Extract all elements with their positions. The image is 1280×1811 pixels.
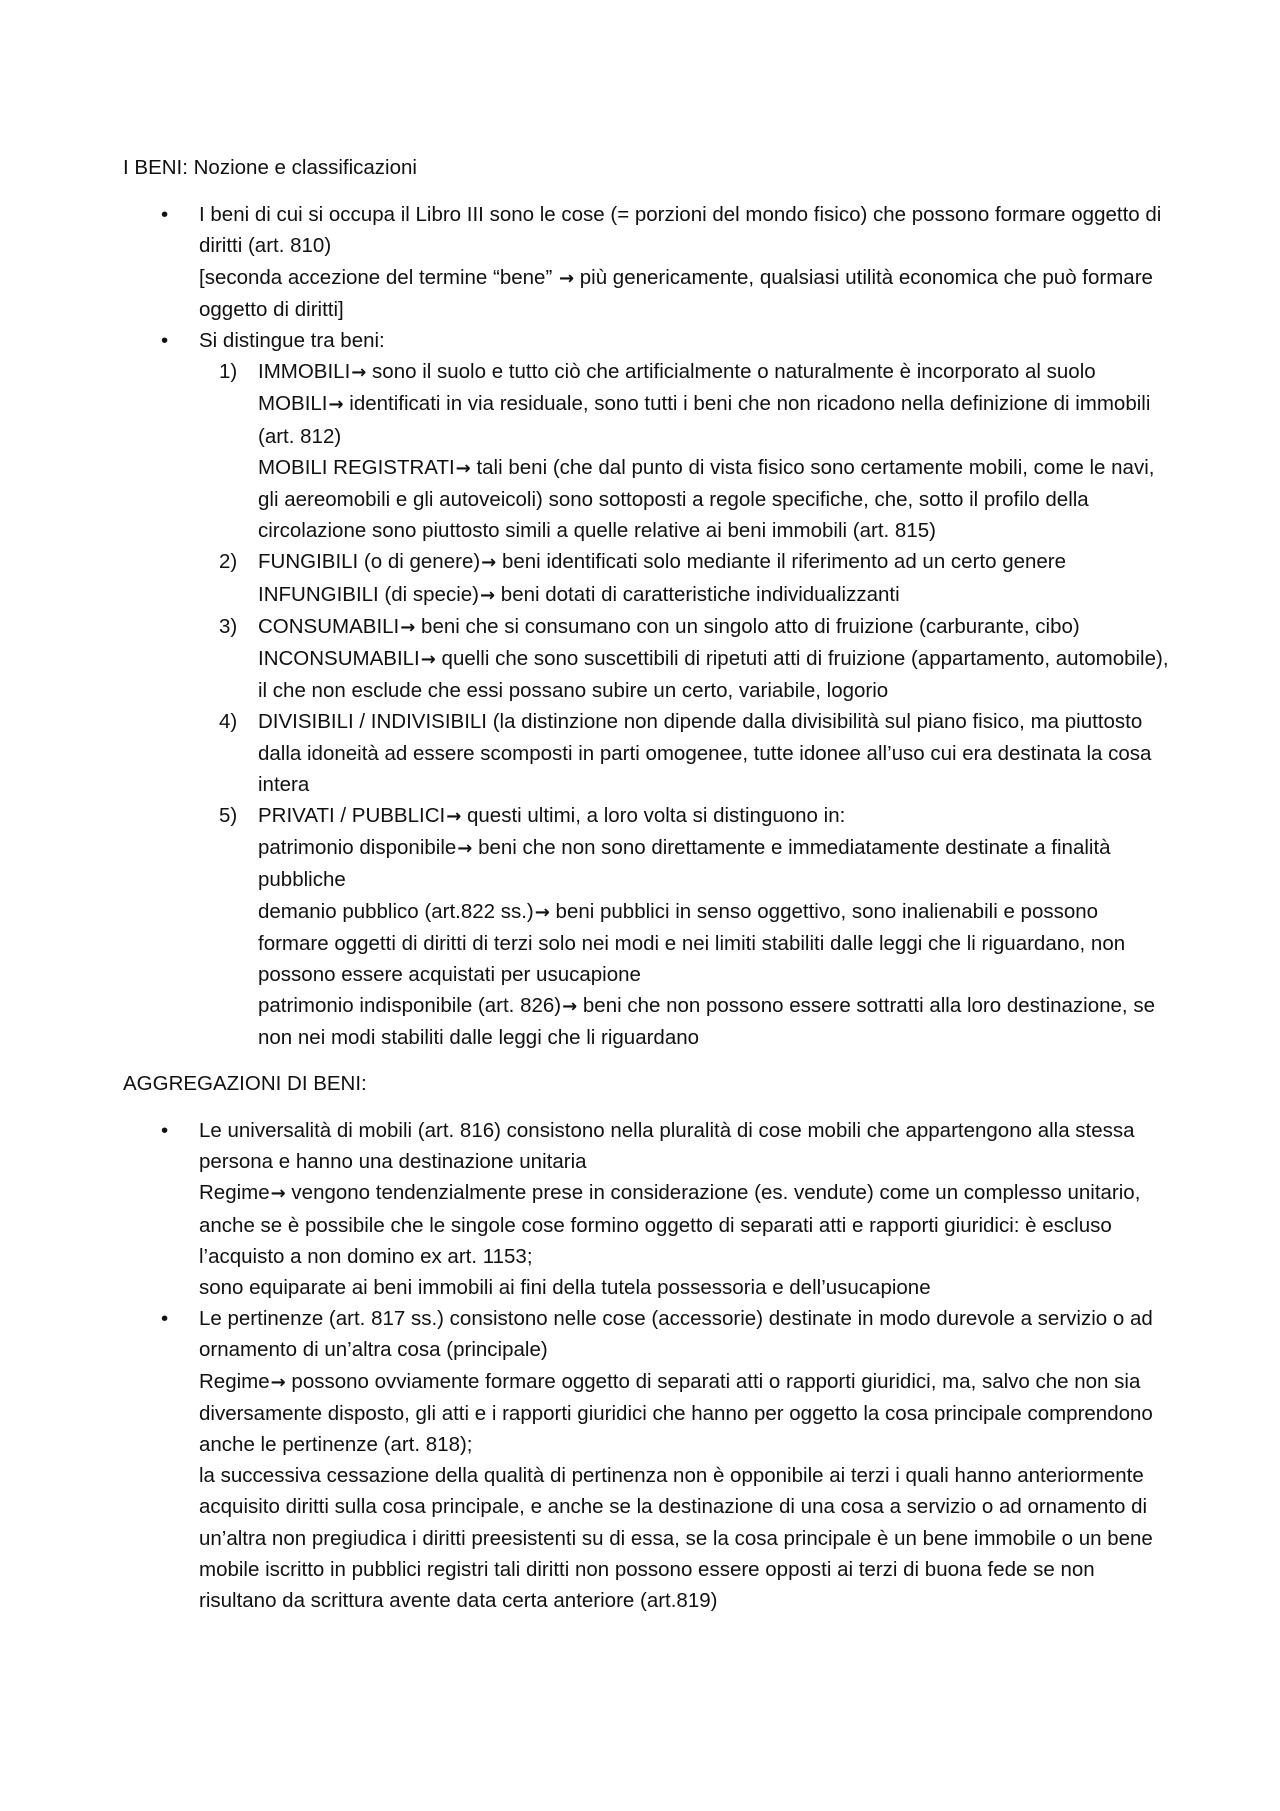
term: MOBILI (258, 392, 328, 416)
term: INCONSUMABILI (258, 647, 420, 671)
paragraph-text: Le universalità di mobili (art. 816) consistono nella pluralità di cose mobili che appartengono alla stessa persona e hanno una destinazione unitaria (199, 1118, 1135, 1174)
term: patrimonio disponibile (258, 836, 457, 860)
item-number: 5) (219, 804, 238, 828)
list-item (123, 1115, 1170, 1303)
definition: quelli che sono suscettibili di ripetuti atti di fruizione (appartamento, automobile), il che non esclude che essi possano subire un certo, variabile, logorio (258, 647, 1169, 703)
right-arrow-icon: → (328, 394, 344, 416)
term: demanio pubblico (art.822 ss.) (258, 899, 534, 923)
right-arrow-icon: → (558, 267, 575, 289)
definition: beni dotati di caratteristiche individualizzanti (495, 582, 900, 606)
term: PRIVATI / PUBBLICI (258, 804, 446, 828)
section-heading: AGGREGAZIONI DI BENI: (123, 1071, 367, 1095)
term: patrimonio indisponibile (art. 826) (258, 994, 562, 1018)
term: Regime (199, 1181, 270, 1205)
term: INFUNGIBILI (di specie) (258, 582, 479, 606)
list-item (123, 325, 1170, 1054)
definition: sono il suolo e tutto ciò che artificialmente o naturalmente è incorporato al suolo (366, 360, 1096, 384)
right-arrow-icon: → (480, 584, 496, 606)
definition: possono ovviamente formare oggetto di separati atti o rapporti giuridici, ma, salvo che non sia diversamente disposto, gli atti e i rapporti giuridici che hanno per oggetto la cosa principale comprendono anche le pertinenze (art. 818); (199, 1369, 1153, 1456)
term: IMMOBILI (258, 360, 351, 384)
numbered-item (199, 546, 1170, 610)
numbered-item (199, 706, 1170, 800)
right-arrow-icon: → (446, 806, 462, 828)
right-arrow-icon: → (455, 457, 471, 479)
paragraph-text (258, 579, 1170, 611)
right-arrow-icon: → (481, 552, 497, 574)
item-number: 4) (219, 710, 238, 734)
bullet-list (123, 1115, 1170, 1616)
paragraph-text: sono equiparate ai beni immobili ai fini della tutela possessoria e dell’usucapione (199, 1275, 931, 1299)
definition: questi ultimi, a loro volta si distinguono in: (461, 804, 846, 828)
right-arrow-icon: → (534, 901, 550, 923)
numbered-list (199, 356, 1170, 1053)
right-arrow-icon: → (562, 996, 578, 1018)
item-number: 1) (219, 360, 238, 384)
text-fragment: più genericamente, qualsiasi utilità economica che può formare oggetto di diritti] (199, 265, 1153, 321)
section-heading: I BENI: Nozione e classificazioni (123, 156, 417, 179)
definition: beni pubblici in senso oggettivo, sono inalienabili e possono formare oggetti di diritti di terzi solo nei modi e nei limiti stabiliti dalle leggi che li riguardano, non possono essere acquistati per usucapione (258, 899, 1126, 987)
numbered-item (199, 356, 1170, 546)
bullet-list (123, 199, 1170, 1053)
paragraph-text (199, 1177, 1170, 1272)
paragraph-text (258, 546, 1170, 578)
right-arrow-icon: → (351, 362, 367, 384)
right-arrow-icon: → (270, 1371, 286, 1393)
paragraph-text (258, 356, 1170, 388)
bullet-icon: • (161, 1307, 169, 1331)
definition: beni che si consumano con un singolo atto di fruizione (carburante, cibo) (415, 614, 1080, 638)
right-arrow-icon: → (270, 1183, 286, 1205)
bullet-icon: • (161, 1118, 169, 1142)
list-item (123, 1303, 1170, 1616)
text-fragment: [seconda accezione del termine “bene” (199, 265, 558, 289)
paragraph-text (258, 896, 1170, 991)
paragraph-text (258, 388, 1170, 451)
paragraph-text (258, 452, 1170, 547)
paragraph-text: Le pertinenze (art. 817 ss.) consistono nelle cose (accessorie) destinate in modo durevole a servizio o ad ornamento di un’altra cosa (principale) (199, 1307, 1153, 1362)
bullet-icon: • (161, 203, 169, 227)
paragraph-text (258, 832, 1170, 895)
definition: beni che non possono essere sottratti alla loro destinazione, se non nei modi stabiliti dalle leggi che li riguardano (258, 994, 1155, 1050)
paragraph-text: I beni di cui si occupa il Libro III sono le cose (= porzioni del mondo fisico) che possono formare oggetto di diritti (art. 810) (199, 203, 1162, 258)
definition: beni che non sono direttamente e immediatamente destinate a finalità pubbliche (258, 836, 1111, 892)
paragraph-text (258, 800, 1170, 832)
right-arrow-icon: → (420, 649, 436, 671)
paragraph-text: Si distingue tra beni: (199, 329, 385, 353)
paragraph-text (258, 611, 1170, 643)
paragraph-text (258, 643, 1170, 706)
right-arrow-icon: → (457, 838, 473, 860)
term: Regime (199, 1369, 270, 1393)
numbered-item (199, 611, 1170, 707)
definition: tali beni (che dal punto di vista fisico sono certamente mobili, come le navi, gli aereomobili e gli autoveicoli) sono sottoposti a regole specifiche, che, sotto il profilo della circolazione sono piuttosto simili a quelle relative ai beni immobili (art. 815) (258, 455, 1155, 543)
right-arrow-icon: → (400, 616, 416, 638)
paragraph-text: la successiva cessazione della qualità di pertinenza non è opponibile ai terzi i quali hanno anteriormente acquisito diritti sulla cosa principale, e anche se la destinazione di una cosa a servizio o ad ornamento di un’altra non pregiudica i diritti preesistenti su di essa, se la cosa principale è un bene immobile o un bene mobile iscritto in pubblici registri tali diritti non possono essere opposti ai terzi di buona fede se non risultano da scrittura avente data certa anteriore (art.819) (199, 1464, 1153, 1612)
bullet-icon: • (161, 329, 169, 353)
definition: vengono tendenzialmente prese in considerazione (es. vendute) come un complesso unitario, anche se è possibile che le singole cose formino oggetto di separati atti e rapporti giuridici: è escluso l’acquisto a non domino ex art. 1153; (199, 1181, 1141, 1268)
item-number: 3) (219, 614, 238, 638)
paragraph-text (199, 262, 1170, 325)
definition: identificati in via residuale, sono tutti i beni che non ricadono nella definizione di immobili (art. 812) (258, 392, 1151, 448)
paragraph-text: DIVISIBILI / INDIVISIBILI (la distinzione non dipende dalla divisibilità sul piano fisico, ma piuttosto dalla idoneità ad essere scomposti in parti omogenee, tutte idonee all’uso cui era destinata la cosa intera (258, 710, 1152, 796)
paragraph-text (199, 1366, 1170, 1461)
list-item (123, 199, 1170, 325)
item-number: 2) (219, 550, 238, 574)
definition: beni identificati solo mediante il riferimento ad un certo genere (496, 550, 1067, 574)
term: FUNGIBILI (o di genere) (258, 550, 481, 574)
term: CONSUMABILI (258, 614, 400, 638)
numbered-item (199, 800, 1170, 1054)
paragraph-text (258, 990, 1170, 1053)
term: MOBILI REGISTRATI (258, 455, 455, 479)
